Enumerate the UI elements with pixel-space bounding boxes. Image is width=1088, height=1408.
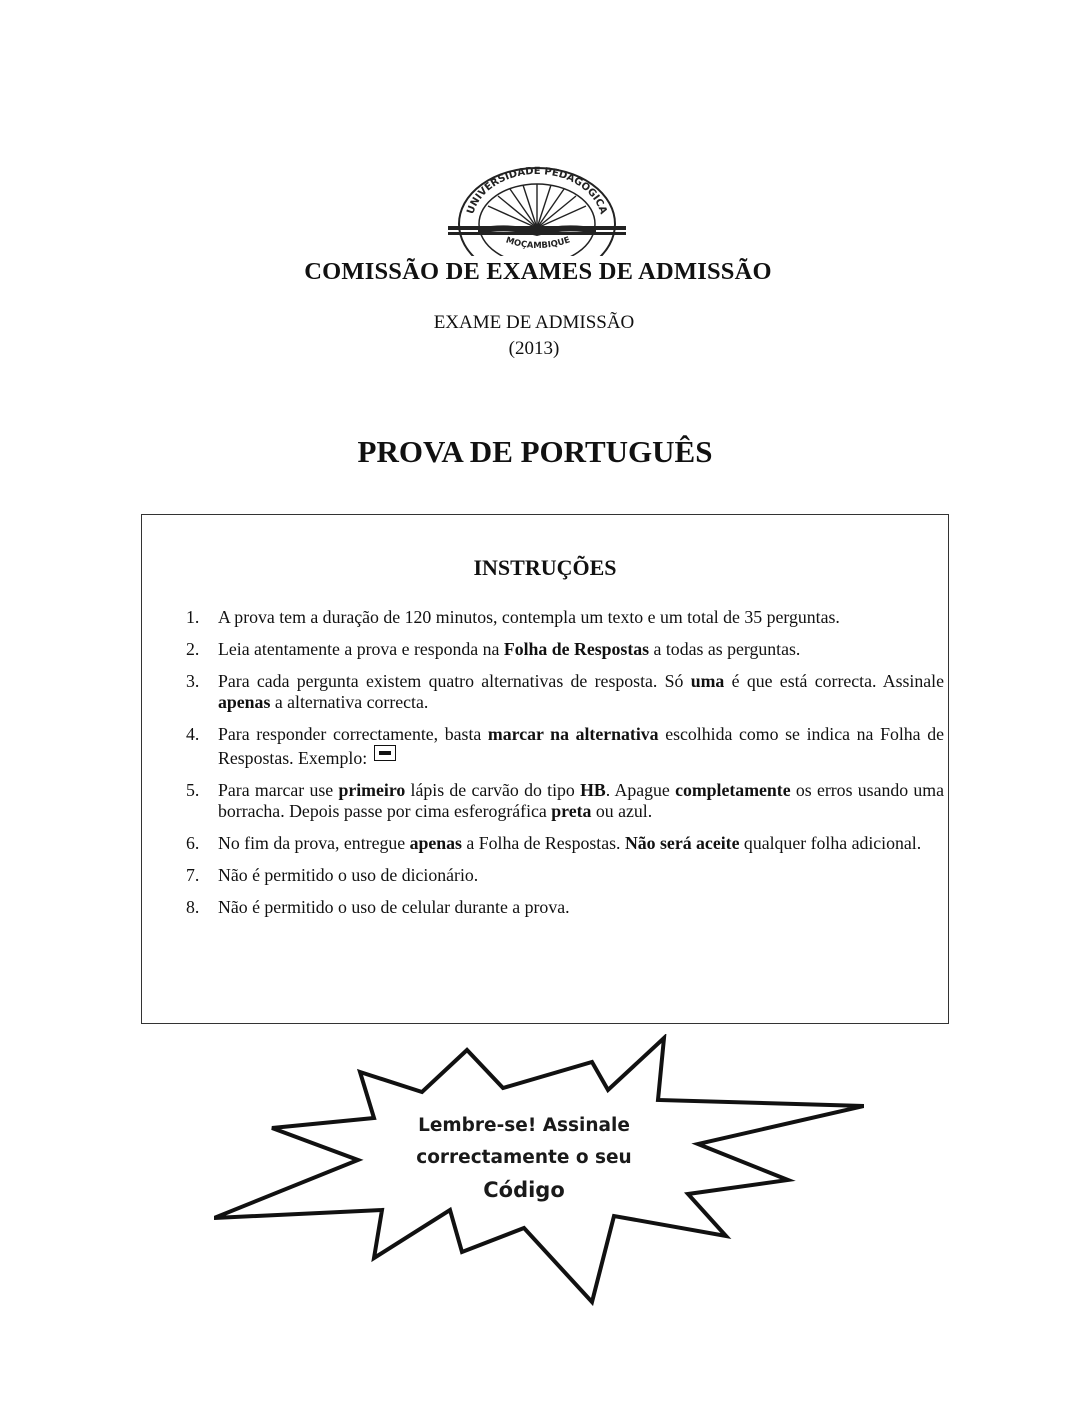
instructions-heading: INSTRUÇÕES	[473, 555, 617, 580]
instruction-text: escolhida como se indica na Folha de Respostas. Exemplo:	[218, 724, 944, 768]
instruction-text: Não é permitido o uso de celular durante a prova.	[218, 897, 570, 917]
instruction-text: Para responder correctamente, basta	[218, 724, 488, 744]
instruction-emphasis: Não será aceite	[624, 833, 740, 853]
instruction-emphasis: Folha de Respostas	[503, 639, 650, 659]
instruction-text: Não é permitido o uso de dicionário.	[218, 865, 479, 885]
instruction-emphasis: marcar na alternativa	[487, 724, 659, 744]
reminder-line-1: Lembre-se! Assinale	[418, 1115, 630, 1136]
instruction-number: 4.	[186, 724, 200, 744]
university-logo	[448, 166, 626, 256]
reminder-line-3: Código	[483, 1178, 565, 1202]
instruction-number: 5.	[186, 780, 200, 800]
example-mark-icon	[374, 745, 396, 761]
reminder-text	[324, 1110, 724, 1206]
instruction-number: 1.	[186, 607, 200, 627]
exam-title: EXAME DE ADMISSÃO	[433, 312, 635, 333]
svg-text:MOÇAMBIQUE	[504, 235, 571, 251]
instruction-text: . Apague	[605, 780, 676, 800]
instruction-number: 6.	[186, 833, 200, 853]
logo-bottom-text: MOÇAMBIQUE	[504, 235, 572, 252]
instruction-number: 2.	[186, 639, 200, 659]
instruction-text: a alternativa correcta.	[270, 692, 429, 712]
instruction-item	[178, 780, 944, 822]
instruction-emphasis: HB	[580, 780, 606, 800]
instruction-text: Para marcar use	[218, 780, 339, 800]
instruction-text: lápis de carvão do tipo	[405, 780, 581, 800]
instructions-box	[141, 514, 949, 1024]
instruction-number: 7.	[186, 865, 200, 885]
instruction-text: A prova tem a duração de 120 minutos, contempla um texto e um total de 35 perguntas.	[218, 607, 840, 627]
instruction-text: qualquer folha adicional.	[739, 833, 922, 853]
instruction-item	[178, 607, 944, 628]
instruction-number: 8.	[186, 897, 200, 917]
instruction-text: No fim da prova, entregue	[218, 833, 410, 853]
instruction-text: a Folha de Respostas.	[461, 833, 625, 853]
logo-top-text: UNIVERSIDADE PEDAGÓGICA	[465, 166, 609, 216]
reminder-line-2: correctamente o seu	[416, 1147, 632, 1168]
instruction-emphasis: preta	[551, 801, 592, 821]
instruction-item	[178, 865, 944, 886]
instruction-text: é que está correcta. Assinale	[724, 671, 944, 691]
instruction-text: Para cada pergunta existem quatro alternativas de resposta. Só	[218, 671, 691, 691]
instruction-emphasis: completamente	[675, 780, 791, 800]
instruction-number: 3.	[186, 671, 200, 691]
instruction-item	[178, 833, 944, 854]
instruction-item	[178, 639, 944, 660]
instruction-text: os erros usando uma borracha. Depois passe por cima esferográfica	[218, 780, 945, 821]
instruction-text: Leia atentamente a prova e responda na	[218, 639, 504, 659]
instruction-item	[178, 897, 944, 918]
instruction-emphasis: apenas	[218, 692, 271, 712]
committee-title: COMISSÃO DE EXAMES DE ADMISSÃO	[304, 258, 772, 285]
instruction-list	[178, 607, 944, 929]
instruction-item	[178, 724, 944, 769]
instruction-item	[178, 671, 944, 713]
instruction-emphasis: uma	[690, 671, 725, 691]
instruction-text: ou azul.	[591, 801, 653, 821]
instruction-text: a todas as perguntas.	[649, 639, 801, 659]
instruction-emphasis: apenas	[409, 833, 462, 853]
exam-year: (2013)	[508, 338, 560, 359]
instruction-emphasis: primeiro	[338, 780, 406, 800]
prova-title: PROVA DE PORTUGUÊS	[357, 434, 713, 469]
